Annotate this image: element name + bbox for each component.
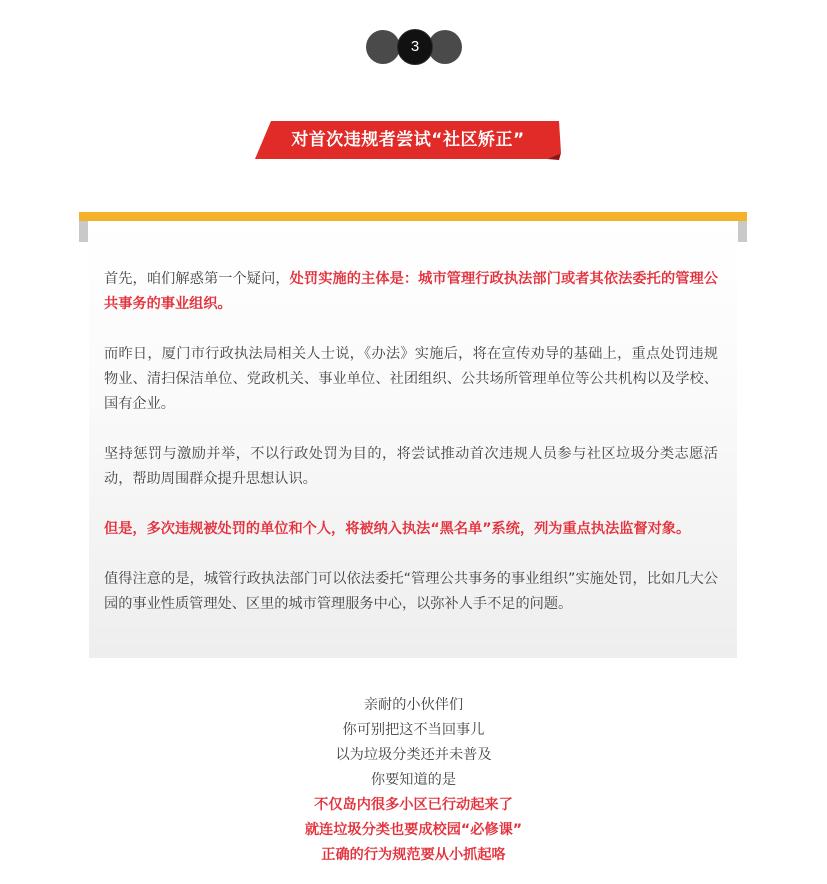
closing-line-7-highlight: 正确的行为规范要从小抓起咯: [321, 847, 506, 863]
paragraph-4-highlight: 但是，多次违规被处罚的单位和个人，将被纳入执法“黑名单”系统，列为重点执法监督对象。: [104, 521, 691, 537]
closing-line-5-highlight: 不仅岛内很多小区已行动起来了: [314, 797, 513, 813]
paragraph-1-intro: 首先，咱们解惑第一个疑问，: [104, 271, 290, 287]
closing-message: [0, 693, 827, 868]
section-number-badge: [366, 29, 462, 65]
paragraph-2: 而昨日，厦门市行政执法局相关人士说，《办法》实施后，将在宣传劝导的基础上，重点处罚违规物业、清扫保洁单位、党政机关、事业单位、社团组织、公共场所管理单位等公共机构以及学校、国有企业。: [104, 346, 718, 412]
badge-right-circle: [428, 30, 462, 64]
paragraph-1: [104, 267, 718, 317]
closing-line-2: 你可别把这不当回事儿: [342, 722, 485, 738]
closing-line-6-highlight: 就连垃圾分类也要成校园“必修课”: [304, 822, 523, 838]
closing-line-4: 你要知道的是: [370, 772, 457, 788]
paragraph-1-highlight: 处罚实施的主体是：城市管理行政执法部门或者其依法委托的管理公共事务的事业组织。: [104, 271, 718, 312]
closing-line-1: 亲耐的小伙伴们: [363, 697, 464, 713]
content-card: [89, 221, 737, 658]
section-number: 3: [397, 29, 433, 65]
section-title-banner: [255, 120, 565, 160]
closing-line-3: 以为垃圾分类还并未普及: [335, 747, 492, 763]
section-title: 对首次违规者尝试“社区矫正”: [291, 130, 525, 150]
card-top-accent-bar: [79, 212, 747, 221]
badge-left-circle: [366, 30, 400, 64]
card-left-tab: [79, 221, 88, 242]
paragraph-3: 坚持惩罚与激励并举，不以行政处罚为目的，将尝试推动首次违规人员参与社区垃圾分类志愿活动，帮助周围群众提升思想认识。: [104, 446, 718, 487]
card-right-tab: [738, 221, 747, 242]
paragraph-5: 值得注意的是，城管行政执法部门可以依法委托“管理公共事务的事业组织”实施处罚，比如几大公园的事业性质管理处、区里的城市管理服务中心，以弥补人手不足的问题。: [104, 571, 718, 612]
card-body: [104, 267, 718, 617]
